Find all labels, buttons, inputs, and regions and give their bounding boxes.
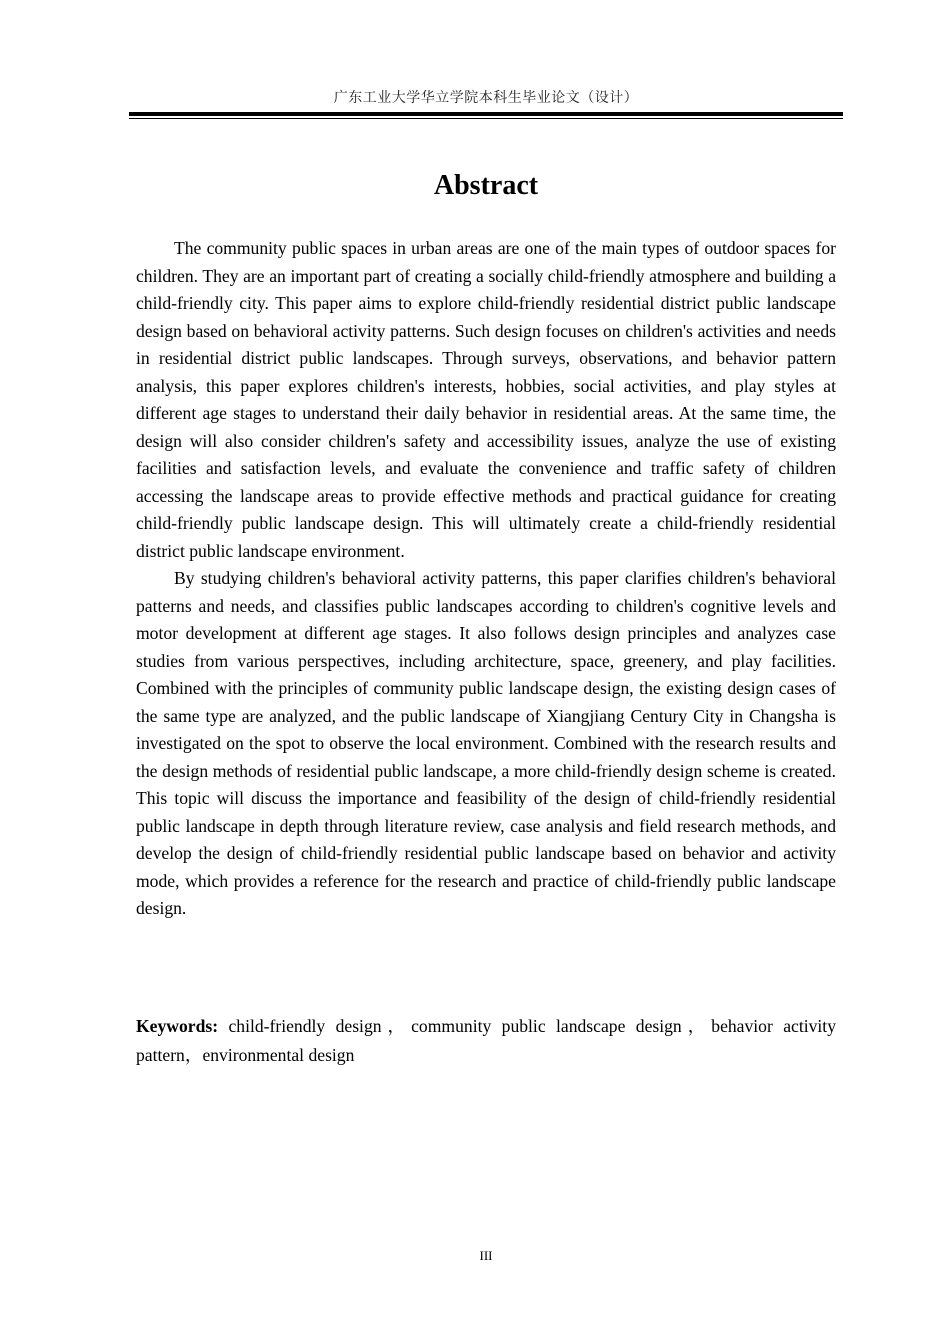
keywords bbox=[136, 1012, 836, 1070]
abstract-paragraph-2: By studying children's behavioral activity patterns, this paper clarifies children's behavioral patterns and needs, and classifies public landscapes according to children's cognitive levels and motor development at different age stages. It also follows design principles and analyzes case studies from various perspectives, including architecture, space, greenery, and play facilities. Combined with the principles of community public landscape design, the existing design cases of the same type are analyzed, and the public landscape of Xiangjiang Century City in Changsha is investigated on the spot to observe the local environment. Combined with the research results and the design methods of residential public landscape, a more child-friendly design scheme is created. This topic will discuss the importance and feasibility of the design of child-friendly residential public landscape in depth through literature review, case analysis and field research methods, and develop the design of child-friendly residential public landscape based on behavior and activity mode, which provides a reference for the research and practice of child-friendly public landscape design. bbox=[136, 568, 836, 918]
running-header: 广东工业大学华立学院本科生毕业论文（设计） bbox=[333, 90, 639, 106]
keywords-label: Keywords: bbox=[136, 1016, 219, 1036]
page-number: III bbox=[479, 1248, 493, 1263]
page-title: Abstract bbox=[433, 170, 539, 201]
abstract-paragraph-1: The community public spaces in urban areas are one of the main types of outdoor spaces for children. They are an important part of creating a socially child-friendly atmosphere and building a child-friendly city. This paper aims to explore child-friendly residential district public landscape design based on behavioral activity patterns. Such design focuses on children's activities and needs in residential district public landscapes. Through surveys, observations, and behavior pattern analysis, this paper explores children's interests, hobbies, social activities, and play styles at different age stages to understand their daily behavior in residential areas. At the same time, the design will also consider children's safety and accessibility issues, analyze the use of existing facilities and satisfaction levels, and evaluate the convenience and traffic safety of children accessing the landscape areas to provide effective methods and practical guidance for creating child-friendly public landscape design. This will ultimately create a child-friendly residential district public landscape environment. bbox=[136, 238, 836, 561]
header-rule-thin bbox=[129, 118, 843, 119]
keywords-text: child-friendly design，community public landscape design，behavior activity pattern，environmental design bbox=[136, 1016, 836, 1065]
header-rule-thick bbox=[129, 112, 843, 116]
abstract-body bbox=[136, 235, 836, 923]
